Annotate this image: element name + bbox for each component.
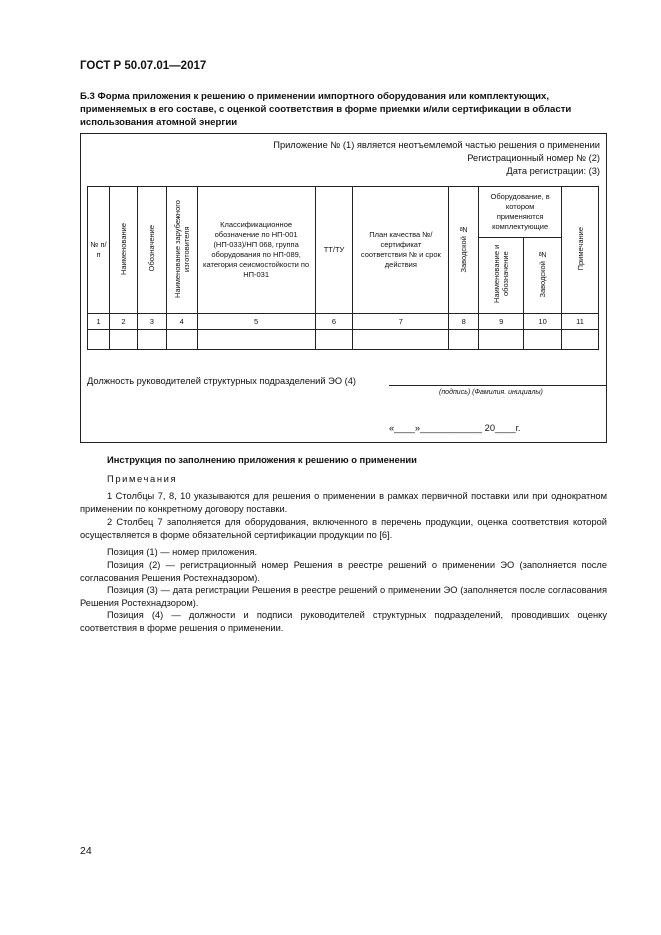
col-header-serial: Заводской № (449, 187, 479, 314)
note-1: 1 Столбцы 7, 8, 10 указываются для решения о применении в рамках первичной поставки или при однократном применении по конкретному договору поставки. (80, 491, 607, 514)
col-header-name: Наименование (109, 187, 137, 314)
col-number: 9 (479, 314, 524, 330)
position-1: Позиция (1) — номер приложения. (107, 547, 258, 557)
appendix-line-1: Приложение № (1) является неотъемлемой частью решения о применении (273, 140, 600, 150)
table-cell[interactable] (524, 330, 562, 350)
col-number: 10 (524, 314, 562, 330)
date-line: «____»____________ 20____г. (389, 423, 521, 433)
instructions-title: Инструкция по заполнению приложения к решению о применении (107, 454, 417, 465)
form-frame (80, 133, 607, 443)
section-title: Б.3 Форма приложения к решению о применении импортного оборудования или комплектующих, применяемых в его составе, с оценкой соответствия в форме приемки и/или сертификации в области использования атомной энергии (80, 91, 572, 128)
table-cell[interactable] (137, 330, 166, 350)
position-2: Позиция (2) — регистрационный номер Решения в реестре решений о применении ЭО (заполняется после согласования Решения Ростехнадзором). (80, 560, 607, 583)
table-cell[interactable] (197, 330, 315, 350)
column-number-row (88, 314, 599, 330)
note-2: 2 Столбец 7 заполняется для оборудования, включенного в перечень продукции, оценка соответствия которой осуществляется в форме обязательной сертификации продукции по [6]. (80, 517, 607, 540)
table-cell[interactable] (562, 330, 599, 350)
col-header-number: № п/п (88, 187, 110, 314)
table-cell[interactable] (109, 330, 137, 350)
table-cell[interactable] (88, 330, 110, 350)
col-header-note: Примечание (562, 187, 599, 314)
col-number: 5 (197, 314, 315, 330)
position-4: Позиция (4) — должности и подписи руководителей структурных подразделений, проводивших оценку соответствия в форме решения о применении. (80, 610, 607, 633)
signature-label: Должность руководителей структурных подразделений ЭО (4) (87, 376, 356, 386)
form-table (87, 186, 599, 350)
appendix-line-2: Регистрационный номер № (2) (467, 153, 600, 163)
col-header-quality-plan: План качества №/ сертификат соответствия № и срок действия (353, 187, 449, 314)
col-number: 7 (353, 314, 449, 330)
signature-caption: (подпись) (Фамилия. инициалы) (439, 389, 543, 396)
col-number: 4 (166, 314, 197, 330)
col-number: 8 (449, 314, 479, 330)
position-3: Позиция (3) — дата регистрации Решения в реестре решений о применении ЭО (заполняется после согласования Решения Ростехнадзором). (80, 585, 607, 608)
col-number: 2 (109, 314, 137, 330)
table-cell[interactable] (449, 330, 479, 350)
document-code: ГОСТ Р 50.07.01—2017 (80, 60, 207, 72)
signature-line[interactable] (389, 385, 607, 386)
table-cell[interactable] (166, 330, 197, 350)
col-number: 3 (137, 314, 166, 330)
col-header-tt-tu: ТТ/ТУ (315, 187, 353, 314)
col-number: 11 (562, 314, 599, 330)
col-number: 1 (88, 314, 110, 330)
table-cell[interactable] (315, 330, 353, 350)
col-header-equipment-name: Наименование и обозначение (479, 238, 524, 314)
empty-data-row (88, 330, 599, 350)
col-header-equipment-group: Оборудование, в котором применяются комплектующие (479, 187, 562, 238)
table-cell[interactable] (479, 330, 524, 350)
page-number: 24 (80, 845, 92, 857)
col-header-equipment-serial: Заводской № (524, 238, 562, 314)
col-header-manufacturer: Наименование зарубежного изготовителя (166, 187, 197, 314)
col-header-classification: Классификационное обозначение по НП-001 (НП-033)/НП 068, группа оборудования по НП-089, категория сеисмостойкости по НП-031 (197, 187, 315, 314)
table-cell[interactable] (353, 330, 449, 350)
appendix-line-3: Дата регистрации: (3) (506, 166, 600, 176)
col-header-designation: Обозначение (137, 187, 166, 314)
notes-heading: Примечания (107, 473, 178, 484)
col-number: 6 (315, 314, 353, 330)
